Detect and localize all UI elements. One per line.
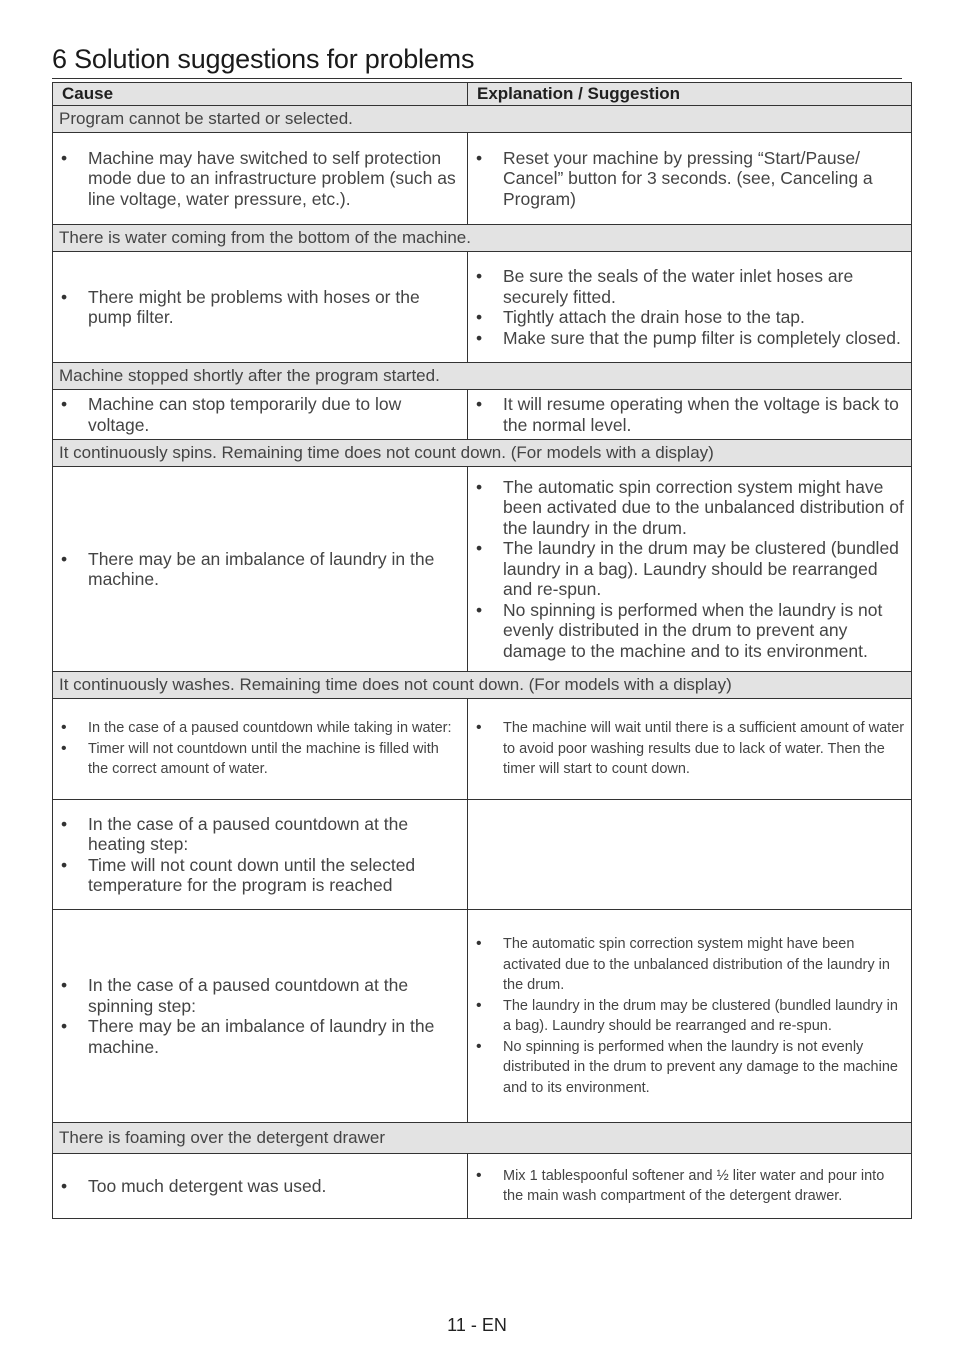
cause-cell bbox=[53, 390, 468, 439]
table-row bbox=[53, 251, 911, 362]
table-row bbox=[53, 389, 911, 439]
list-item: • Machine can stop temporarily due to low voltage. bbox=[59, 394, 461, 435]
cause-cell bbox=[53, 699, 468, 799]
cause-cell bbox=[53, 1154, 468, 1218]
table-row bbox=[53, 132, 911, 224]
section-heading: Program cannot be started or selected. bbox=[53, 105, 911, 132]
list-item: • Reset your machine by pressing “Start/Pause/ Cancel” button for 3 seconds. (see, Canceling a Program) bbox=[474, 148, 907, 210]
list-item: • The laundry in the drum may be clustered (bundled laundry in a bag). Laundry should be rearranged and re-spun. bbox=[474, 996, 907, 1037]
table-row bbox=[53, 1153, 911, 1218]
list-item: • Mix 1 tablespoonful softener and ½ liter water and pour into the main wash compartment of the detergent drawer. bbox=[474, 1166, 907, 1207]
section-heading: It continuously washes. Remaining time does not count down. (For models with a display) bbox=[53, 671, 911, 698]
header-explanation: Explanation / Suggestion bbox=[477, 84, 681, 103]
cause-cell bbox=[53, 910, 468, 1122]
cause-cell bbox=[53, 252, 468, 362]
list-item: • The laundry in the drum may be clustered (bundled laundry in a bag). Laundry should be rearranged and re-spun. bbox=[474, 538, 907, 600]
list-item: • In the case of a paused countdown at the spinning step: bbox=[59, 975, 461, 1016]
list-item: • There may be an imbalance of laundry in the machine. bbox=[59, 1016, 461, 1057]
list-item: • There might be problems with hoses or the pump filter. bbox=[59, 287, 461, 328]
explanation-cell bbox=[468, 699, 911, 799]
list-item: • Timer will not countdown until the machine is filled with the correct amount of water. bbox=[59, 739, 461, 780]
page-number: 11 - EN bbox=[447, 1315, 507, 1335]
list-item: • It will resume operating when the voltage is back to the normal level. bbox=[474, 394, 907, 435]
table-row bbox=[53, 799, 911, 909]
list-item: • The machine will wait until there is a sufficient amount of water to avoid poor washing results due to lack of water. Then the timer will start to count down. bbox=[474, 718, 907, 780]
list-item: • Time will not count down until the selected temperature for the program is reached bbox=[59, 855, 461, 896]
table-header bbox=[53, 82, 911, 105]
explanation-cell bbox=[468, 252, 911, 362]
cause-cell bbox=[53, 133, 468, 224]
list-item: • No spinning is performed when the laundry is not evenly distributed in the drum to prevent any damage to the machine and to its environment. bbox=[474, 600, 907, 662]
section-heading: There is foaming over the detergent drawer bbox=[53, 1122, 911, 1153]
list-item: • Too much detergent was used. bbox=[59, 1176, 461, 1197]
cause-cell bbox=[53, 800, 468, 909]
explanation-cell bbox=[468, 800, 911, 909]
section-heading: There is water coming from the bottom of the machine. bbox=[53, 224, 911, 251]
cause-cell bbox=[53, 467, 468, 671]
list-item: • There may be an imbalance of laundry in the machine. bbox=[59, 549, 461, 590]
list-item: • In the case of a paused countdown at the heating step: bbox=[59, 814, 461, 855]
header-cause: Cause bbox=[53, 83, 468, 105]
explanation-cell bbox=[468, 467, 911, 671]
list-item: • The automatic spin correction system might have been activated due to the unbalanced distribution of the laundry in the drum. bbox=[474, 934, 907, 996]
table-row bbox=[53, 466, 911, 671]
list-item: • Tightly attach the drain hose to the tap. bbox=[474, 307, 907, 328]
explanation-cell bbox=[468, 1154, 911, 1218]
table-row bbox=[53, 698, 911, 799]
troubleshooting-table bbox=[52, 82, 912, 1219]
explanation-cell bbox=[468, 910, 911, 1122]
explanation-cell bbox=[468, 390, 911, 439]
section-heading: Machine stopped shortly after the program started. bbox=[53, 362, 911, 389]
list-item: • The automatic spin correction system might have been activated due to the unbalanced distribution of the laundry in the drum. bbox=[474, 477, 907, 539]
list-item: • In the case of a paused countdown while taking in water: bbox=[59, 718, 461, 739]
list-item: • Be sure the seals of the water inlet hoses are securely fitted. bbox=[474, 266, 907, 307]
list-item: • No spinning is performed when the laundry is not evenly distributed in the drum to prevent any damage to the machine and to its environment. bbox=[474, 1037, 907, 1099]
page-title: 6 Solution suggestions for problems bbox=[52, 44, 475, 74]
list-item: • Make sure that the pump filter is completely closed. bbox=[474, 328, 907, 349]
section-heading: It continuously spins. Remaining time does not count down. (For models with a display) bbox=[53, 439, 911, 466]
explanation-cell bbox=[468, 133, 911, 224]
table-row bbox=[53, 909, 911, 1122]
list-item: • Machine may have switched to self protection mode due to an infrastructure problem (such as line voltage, water pressure, etc.). bbox=[59, 148, 461, 210]
title-divider bbox=[52, 78, 902, 79]
